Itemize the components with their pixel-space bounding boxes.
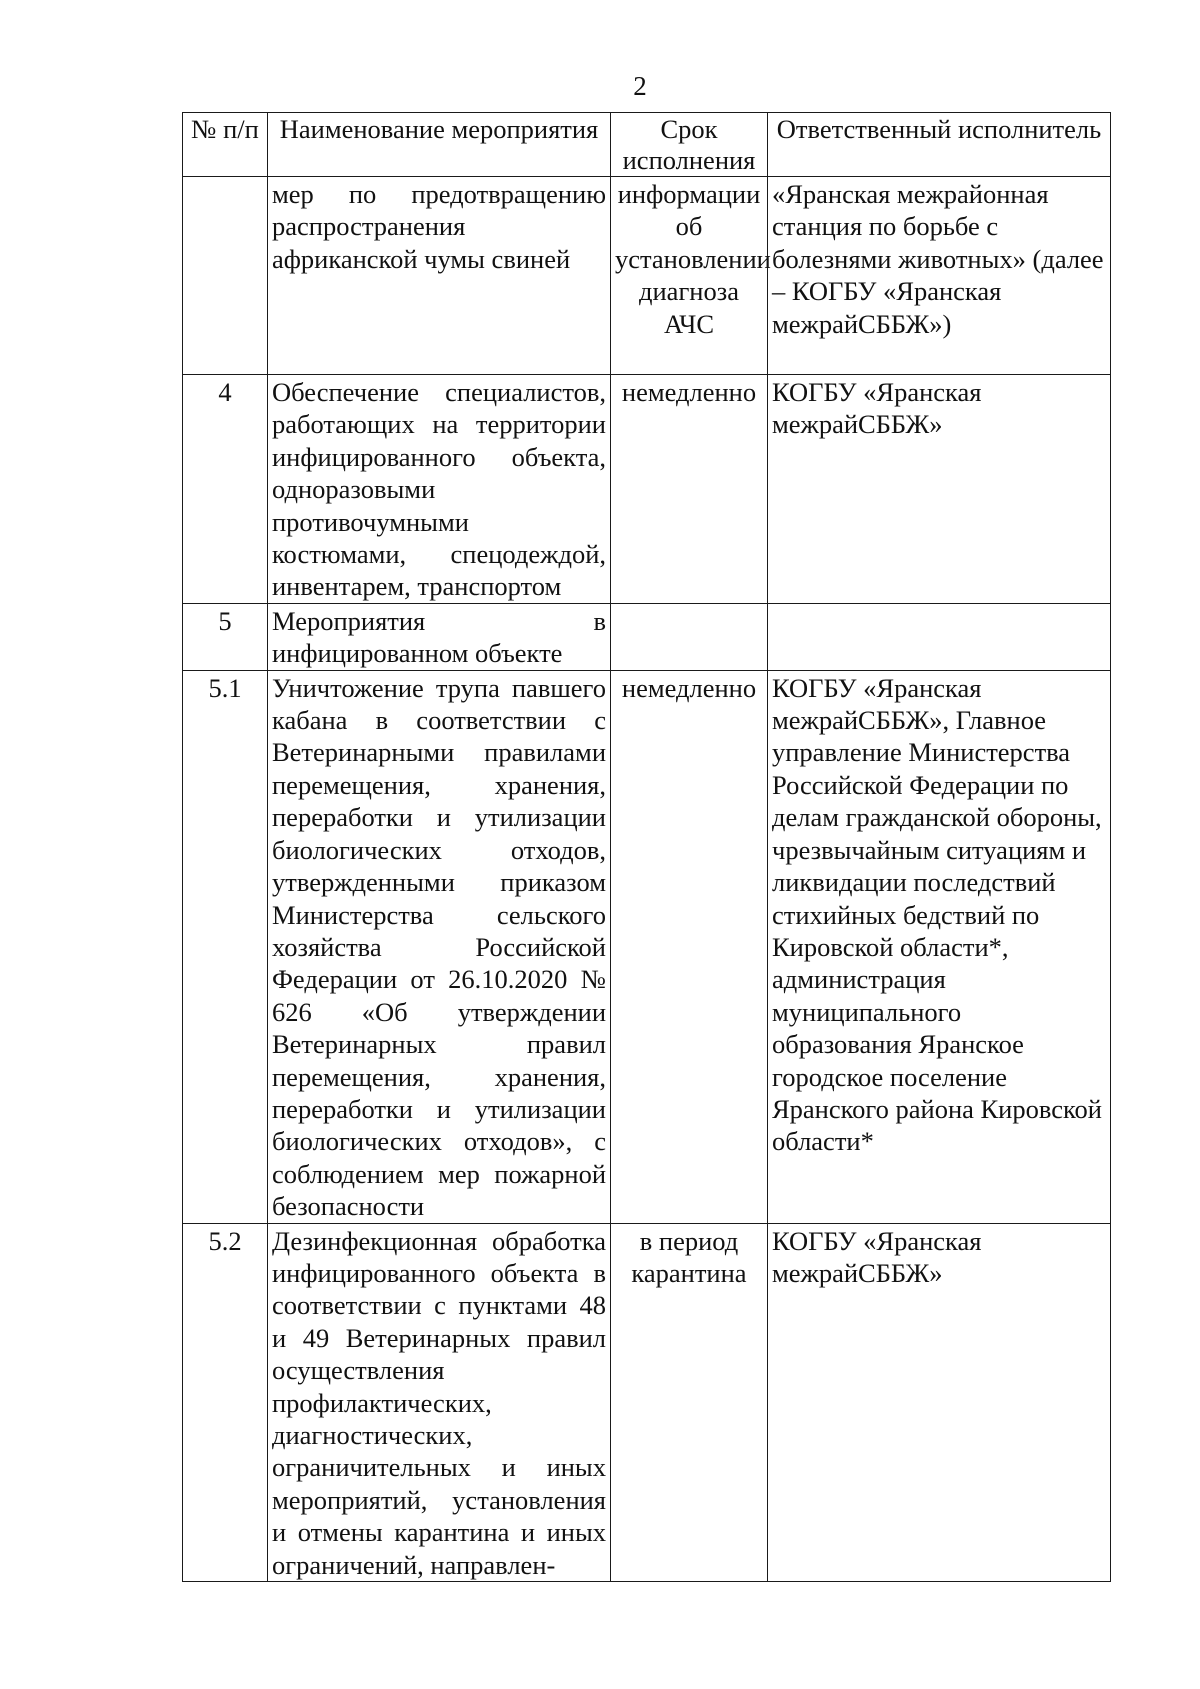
table-row xyxy=(183,1223,1111,1581)
row-number xyxy=(183,177,268,375)
header-term: Срок исполнения xyxy=(611,113,768,177)
row-term: немедленно xyxy=(611,670,768,1223)
row-name: Обеспечение специалистов, работающих на территории инфицированного объекта, одноразовыми противочумными костюмами, спецодеждой, инвентарем, транспортом xyxy=(268,375,611,604)
table-row xyxy=(183,177,1111,375)
row-responsible xyxy=(768,603,1111,670)
row-term: в период карантина xyxy=(611,1223,768,1581)
row-responsible: КОГБУ «Яранская межрайСББЖ» xyxy=(768,375,1111,604)
row-term: немедленно xyxy=(611,375,768,604)
row-name: Уничтожение трупа павшего кабана в соответствии с Ветеринарными правилами перемещения, хранения, переработки и утилизации биологических отходов, утвержденными приказом Министерства сельского хозяйства Российской Федерации от 26.10.2020 № 626 «Об утверждении Ветеринарных правил перемещения, хранения, переработки и утилизации биологических отходов», с соблюдением мер пожарной безопасности xyxy=(268,670,611,1223)
page-number: 2 xyxy=(633,71,647,101)
table-row xyxy=(183,603,1111,670)
table-header-row xyxy=(183,113,1111,177)
row-term xyxy=(611,603,768,670)
header-number: № п/п xyxy=(183,113,268,177)
row-responsible: «Яранская межрайонная станция по борьбе с болезнями животных» (далее – КОГБУ «Яранская межрайСББЖ») xyxy=(768,177,1111,375)
row-term: информации об установлении диагноза АЧС xyxy=(611,177,768,375)
row-responsible: КОГБУ «Яранская межрайСББЖ», Главное управление Министерства Российской Федерации по делам гражданской обороны, чрезвычайным ситуациям и ликвидации последствий стихийных бедствий по Кировской области*, администрация муниципального образования Яранское городское поселение Яранского района Кировской области* xyxy=(768,670,1111,1223)
header-name: Наименование мероприятия xyxy=(268,113,611,177)
row-responsible: КОГБУ «Яранская межрайСББЖ» xyxy=(768,1223,1111,1581)
table-row xyxy=(183,670,1111,1223)
row-number: 5.1 xyxy=(183,670,268,1223)
row-number: 4 xyxy=(183,375,268,604)
row-name: Дезинфекционная обработка инфицированного объекта в соответствии с пунктами 48 и 49 Ветеринарных правил осуществления профилактических, диагностических, ограничительных и иных мероприятий, установления и отмены карантина и иных ограничений, направлен- xyxy=(268,1223,611,1581)
row-name: Мероприятия в инфицированном объекте xyxy=(268,603,611,670)
table-row xyxy=(183,375,1111,604)
row-name: мер по предотвращению распространения африканской чумы свиней xyxy=(268,177,611,375)
row-number: 5.2 xyxy=(183,1223,268,1581)
header-responsible: Ответственный исполнитель xyxy=(768,113,1111,177)
activities-table xyxy=(182,112,1111,1582)
row-number: 5 xyxy=(183,603,268,670)
